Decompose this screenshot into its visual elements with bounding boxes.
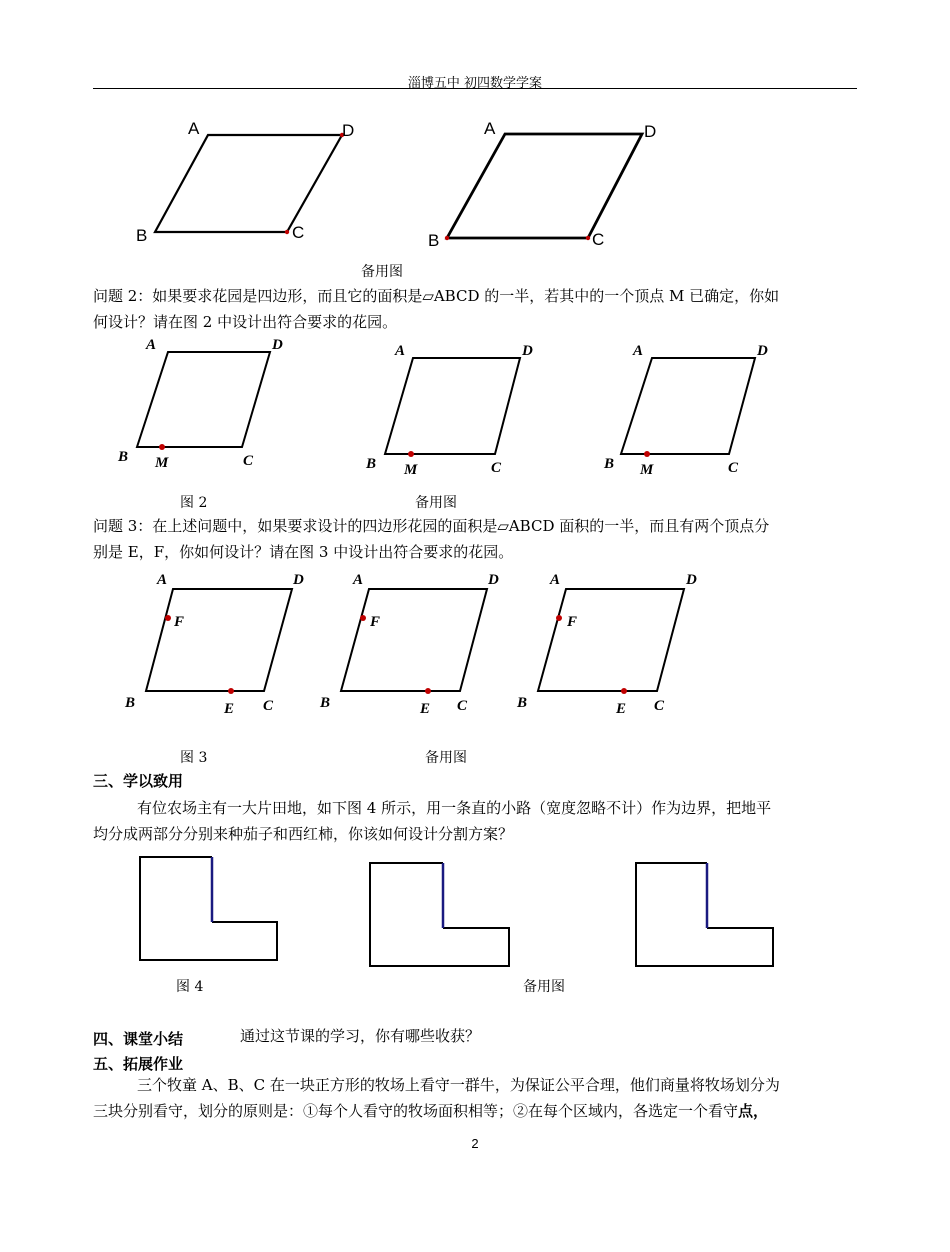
spare-parallelogram-1 bbox=[130, 112, 370, 252]
section3-line1: 有位农场主有一大片田地，如下图 4 所示，用一条直的小路（宽度忽略不计）作为边界，把地平 bbox=[137, 799, 772, 817]
point-label-a: A bbox=[353, 572, 364, 588]
l-shape-field-1 bbox=[135, 852, 285, 967]
section4-heading: 四、课堂小结 bbox=[93, 1030, 184, 1048]
point-label-b: B bbox=[428, 231, 440, 250]
point-label-f: F bbox=[174, 614, 185, 630]
point-label-m: M bbox=[404, 462, 418, 478]
spare-parallelogram-2 bbox=[420, 112, 680, 257]
point-label-c: C bbox=[654, 698, 665, 714]
point-label-d: D bbox=[488, 572, 499, 588]
point-label-e: E bbox=[616, 701, 627, 717]
point-label-d: D bbox=[293, 572, 304, 588]
point-label-m: M bbox=[640, 462, 654, 478]
point-label-d: D bbox=[342, 121, 355, 140]
point-label-d: D bbox=[522, 343, 533, 359]
section5-line2-text: 三块分别看守，划分的原则是：①每个人看守的牧场面积相等；②在每个区域内，各选定一个看守 bbox=[93, 1102, 739, 1120]
point-label-m: M bbox=[155, 455, 169, 471]
problem3-line2: 别是 E，F，你如何设计？请在图 3 中设计出符合要求的花园。 bbox=[93, 543, 514, 561]
point-label-b: B bbox=[118, 449, 129, 465]
l-shape-field-3 bbox=[630, 858, 785, 973]
figure3-parallelogram-3 bbox=[507, 565, 707, 725]
page-number: 2 bbox=[471, 1136, 479, 1151]
figure2-parallelogram-1 bbox=[110, 334, 300, 474]
point-label-f: F bbox=[567, 614, 578, 630]
section5-heading: 五、拓展作业 bbox=[93, 1055, 184, 1073]
point-label-e: E bbox=[420, 701, 431, 717]
problem2-line1: 问题 2：如果要求花园是四边形，而且它的面积是▱ABCD 的一半，若其中的一个顶点 M 已确定，你如 bbox=[93, 287, 780, 305]
section5-line2 bbox=[93, 1098, 768, 1124]
page-header: 淄博五中 初四数学学案 bbox=[407, 76, 543, 91]
header-rule bbox=[93, 88, 857, 89]
point-label-c: C bbox=[592, 230, 605, 249]
caption-fig4: 图 4 bbox=[176, 979, 204, 995]
caption-spare-4: 备用图 bbox=[523, 979, 565, 995]
point-label-a: A bbox=[157, 572, 168, 588]
section4-text: 通过这节课的学习，你有哪些收获？ bbox=[240, 1027, 481, 1045]
point-label-c: C bbox=[457, 698, 468, 714]
section3-line2: 均分成两部分分别来种茄子和西红柿，你该如何设计分割方案？ bbox=[93, 825, 514, 843]
point-label-b: B bbox=[136, 226, 148, 245]
point-label-e: E bbox=[224, 701, 235, 717]
caption-spare-1: 备用图 bbox=[361, 264, 403, 280]
point-label-c: C bbox=[292, 223, 305, 242]
caption-fig3: 图 3 bbox=[180, 750, 208, 766]
section3-heading: 三、学以致用 bbox=[93, 772, 184, 790]
problem3-line1: 问题 3：在上述问题中，如果要求设计的四边形花园的面积是▱ABCD 面积的一半，而且有两个顶点分 bbox=[93, 517, 770, 535]
point-label-c: C bbox=[491, 460, 502, 476]
point-label-d: D bbox=[644, 122, 657, 141]
section5-line1: 三个牧童 A、B、C 在一块正方形的牧场上看守一群牛，为保证公平合理，他们商量将牧场划分为 bbox=[137, 1076, 780, 1094]
point-label-b: B bbox=[517, 695, 528, 711]
point-label-a: A bbox=[550, 572, 561, 588]
caption-spare-3: 备用图 bbox=[425, 750, 467, 766]
point-label-b: B bbox=[125, 695, 136, 711]
figure2-parallelogram-3 bbox=[600, 334, 790, 479]
problem2-line2: 何设计？请在图 2 中设计出符合要求的花园。 bbox=[93, 313, 398, 331]
point-label-c: C bbox=[243, 453, 254, 469]
point-label-b: B bbox=[604, 456, 615, 472]
point-label-a: A bbox=[633, 343, 644, 359]
point-label-c: C bbox=[263, 698, 274, 714]
point-label-a: A bbox=[146, 337, 157, 353]
section5-line2-bold: 点， bbox=[738, 1102, 769, 1120]
point-label-a: A bbox=[484, 119, 496, 138]
point-label-b: B bbox=[366, 456, 377, 472]
point-label-c: C bbox=[728, 460, 739, 476]
point-label-a: A bbox=[395, 343, 406, 359]
point-label-b: B bbox=[320, 695, 331, 711]
caption-spare-2: 备用图 bbox=[415, 495, 457, 511]
figure3-parallelogram-2 bbox=[310, 565, 510, 725]
point-label-d: D bbox=[272, 337, 283, 353]
point-label-f: F bbox=[370, 614, 381, 630]
point-label-d: D bbox=[686, 572, 697, 588]
figure2-parallelogram-2 bbox=[360, 334, 550, 479]
l-shape-field-2 bbox=[364, 858, 519, 973]
figure3-parallelogram-1 bbox=[115, 565, 315, 725]
point-label-d: D bbox=[757, 343, 768, 359]
point-label-a: A bbox=[188, 119, 200, 138]
caption-fig2: 图 2 bbox=[180, 495, 208, 511]
